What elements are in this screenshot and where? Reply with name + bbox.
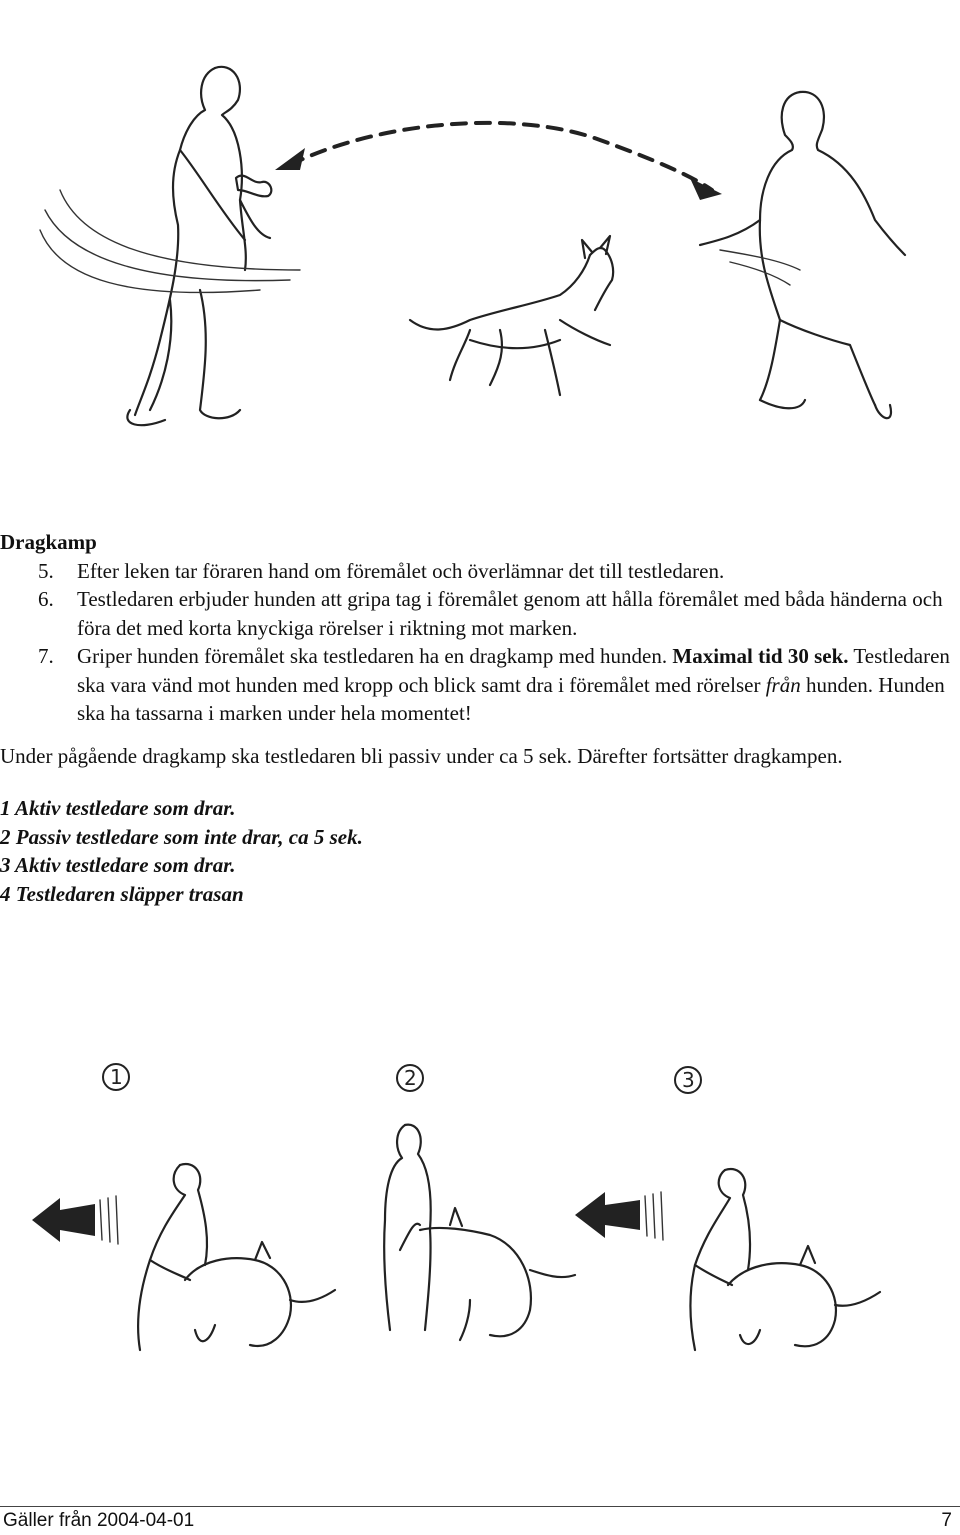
illustration-throw-game bbox=[0, 0, 960, 500]
steps-list bbox=[0, 557, 960, 728]
step-item bbox=[0, 557, 960, 586]
step-number: 7. bbox=[38, 644, 54, 668]
step-item bbox=[0, 585, 960, 642]
panel-number-label: 3 bbox=[682, 1068, 695, 1092]
step-text: Efter leken tar föraren hand om föremålet och överlämnar det till testledaren. bbox=[77, 558, 725, 583]
page-number: 7 bbox=[941, 1510, 952, 1531]
panel-2-figure bbox=[384, 1125, 575, 1340]
step-italic: från bbox=[765, 672, 801, 697]
pull-arrow-left-icon bbox=[32, 1198, 95, 1242]
step-text: hunden. Hunden ska ha tassarna i marken under hela momentet! bbox=[77, 672, 945, 725]
step-number: 6. bbox=[38, 587, 54, 611]
panel-number-label: 1 bbox=[110, 1065, 123, 1089]
validity-date: Gäller från 2004-04-01 bbox=[3, 1510, 195, 1531]
step-text: Testledaren ska vara vänd mot hunden med kropp och blick samt dra i föremålet med rörelser bbox=[77, 644, 950, 697]
step-text: Griper hunden föremålet ska testledaren ha en dragkamp med hunden. bbox=[77, 644, 673, 668]
right-person-figure bbox=[700, 92, 905, 418]
step-emphasis: Maximal tid 30 sek. bbox=[672, 644, 849, 668]
note-item: 2 Passiv testledare som inte drar, ca 5 sek. bbox=[0, 824, 363, 849]
step-item bbox=[0, 642, 960, 728]
throw-path-arrow bbox=[290, 123, 712, 190]
left-person-figure bbox=[40, 67, 300, 425]
notes-list bbox=[0, 794, 960, 908]
note-item: 4 Testledaren släpper trasan bbox=[0, 881, 244, 906]
pull-arrow-left-icon bbox=[575, 1192, 640, 1238]
panel-1-figure bbox=[32, 1164, 335, 1350]
note-item: 3 Aktiv testledare som drar. bbox=[0, 853, 236, 877]
section-heading: Dragkamp bbox=[0, 530, 97, 554]
step-text: Testledaren erbjuder hunden att gripa tag i föremålet genom att hålla föremålet med båda händerna och föra det med korta knyckiga rörelser i riktning mot marken. bbox=[77, 587, 943, 640]
step-number: 5. bbox=[38, 558, 54, 583]
instruction-text bbox=[0, 528, 960, 908]
footer-divider bbox=[0, 1506, 960, 1507]
illustration-tug-panels bbox=[0, 1050, 960, 1370]
panel-3-figure bbox=[575, 1169, 880, 1350]
note-item: 1 Aktiv testledare som drar. bbox=[0, 796, 236, 820]
dog-figure bbox=[410, 236, 613, 395]
passive-paragraph: Under pågående dragkamp ska testledaren bli passiv under ca 5 sek. Därefter fortsätter dragkampen. bbox=[0, 743, 843, 768]
panel-number-label: 2 bbox=[404, 1066, 417, 1090]
